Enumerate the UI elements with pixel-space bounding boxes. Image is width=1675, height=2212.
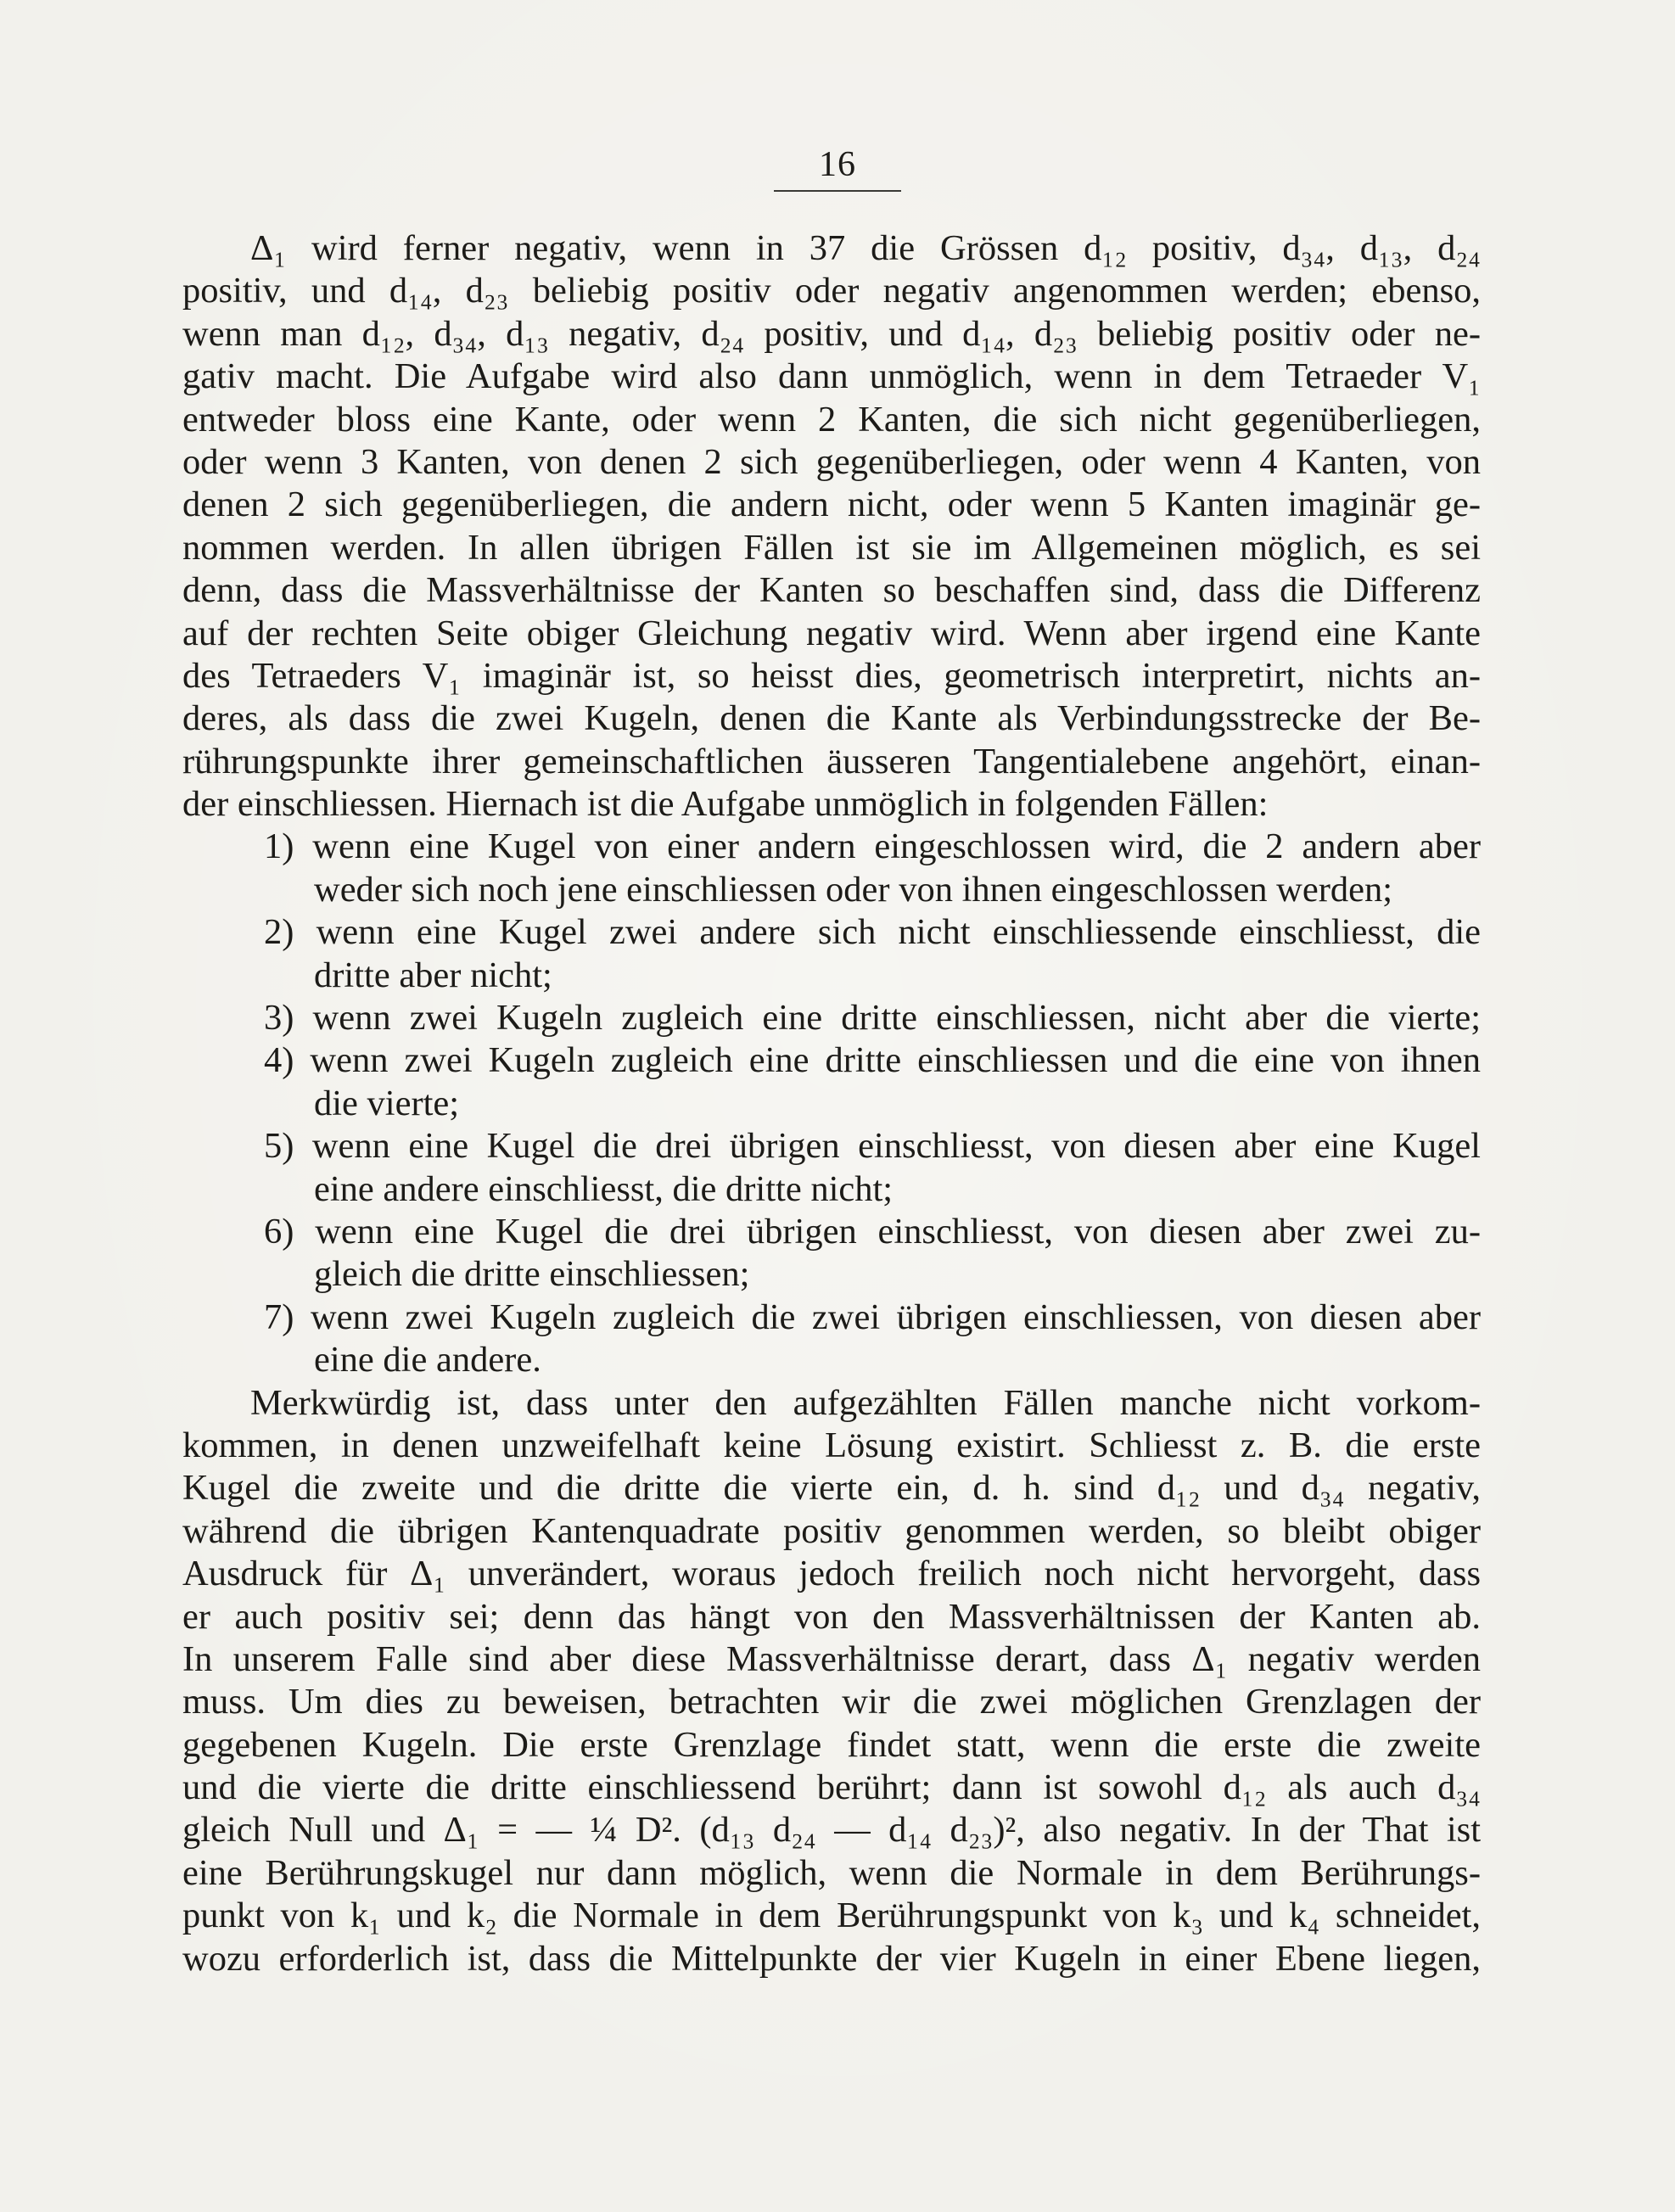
text-line: Ausdruck für Δ₁ unverändert, woraus jedoch freilich noch nicht hervorgeht, dass: [182, 1554, 1481, 1594]
text-line: wenn man d₁₂, d₃₄, d₁₃ negativ, d₂₄ positiv, und d₁₄, d₂₃ beliebig positiv oder ne-: [182, 313, 1481, 354]
text-line: gegebenen Kugeln. Die erste Grenzlage findet statt, wenn die erste die zweite: [182, 1724, 1481, 1765]
list-item-continuation: weder sich noch jene einschliessen oder von ihnen eingeschlossen werden;: [314, 869, 1393, 910]
text-line: denen 2 sich gegenüberliegen, die andern nicht, oder wenn 5 Kanten imaginär ge-: [182, 484, 1481, 525]
text-line: eine Berührungskugel nur dann möglich, wenn die Normale in dem Berührungs-: [182, 1852, 1481, 1893]
list-item: 2) wenn eine Kugel zwei andere sich nicht einschliessende einschliesst, die: [264, 912, 1481, 953]
text-line: denn, dass die Massverhältnisse der Kanten so beschaffen sind, dass die Differenz: [182, 570, 1481, 611]
text-line: muss. Um dies zu beweisen, betrachten wir die zwei möglichen Grenzlagen der: [182, 1682, 1481, 1722]
text-line: wozu erforderlich ist, dass die Mittelpunkte der vier Kugeln in einer Ebene liegen,: [182, 1938, 1481, 1979]
list-item-continuation: die vierte;: [314, 1083, 460, 1123]
list-item-continuation: dritte aber nicht;: [314, 955, 552, 995]
text-line: er auch positiv sei; denn das hängt von den Massverhältnissen der Kanten ab.: [182, 1596, 1481, 1637]
text-line: rührungspunkte ihrer gemeinschaftlichen äusseren Tangentialebene angehört, einan-: [182, 741, 1481, 781]
list-item-continuation: eine die andere.: [314, 1340, 541, 1380]
text-line: nommen werden. In allen übrigen Fällen ist sie im Allgemeinen möglich, es sei: [182, 527, 1481, 568]
list-item: 4) wenn zwei Kugeln zugleich eine dritte einschliessen und die eine von ihnen: [264, 1040, 1481, 1081]
text-line: und die vierte die dritte einschliessend berührt; dann ist sowohl d₁₂ als auch d₃₄: [182, 1767, 1481, 1808]
text-line: deres, als dass die zwei Kugeln, denen die Kante als Verbindungsstrecke der Be-: [182, 698, 1481, 739]
text-line: Δ₁ wird ferner negativ, wenn in 37 die Grössen d₁₂ positiv, d₃₄, d₁₃, d₂₄: [250, 228, 1481, 268]
header-rule: [774, 190, 901, 192]
list-item-continuation: eine andere einschliesst, die dritte nicht;: [314, 1168, 894, 1209]
body-text: [182, 227, 1481, 1980]
text-line: kommen, in denen unzweifelhaft keine Lösung existirt. Schliesst z. B. die erste: [182, 1425, 1481, 1465]
list-item: 7) wenn zwei Kugeln zugleich die zwei übrigen einschliessen, von diesen aber: [264, 1296, 1481, 1337]
text-line: positiv, und d₁₄, d₂₃ beliebig positiv oder negativ angenommen werden; ebenso,: [182, 271, 1481, 311]
text-line: auf der rechten Seite obiger Gleichung negativ wird. Wenn aber irgend eine Kante: [182, 613, 1481, 653]
text-line: gativ macht. Die Aufgabe wird also dann unmöglich, wenn in dem Tetraeder V₁: [182, 356, 1481, 397]
text-line: oder wenn 3 Kanten, von denen 2 sich gegenüberliegen, oder wenn 4 Kanten, von: [182, 441, 1481, 482]
text-line: entweder bloss eine Kante, oder wenn 2 Kanten, die sich nicht gegenüberliegen,: [182, 399, 1481, 440]
list-item: 3) wenn zwei Kugeln zugleich eine dritte einschliessen, nicht aber die vierte;: [264, 998, 1481, 1039]
text-line: während die übrigen Kantenquadrate positiv genommen werden, so bleibt obiger: [182, 1510, 1481, 1551]
text-line: punkt von k₁ und k₂ die Normale in dem Berührungspunkt von k₃ und k₄ schneidet,: [182, 1896, 1481, 1936]
list-item: 5) wenn eine Kugel die drei übrigen einschliesst, von diesen aber eine Kugel: [264, 1126, 1481, 1167]
text-line: In unserem Falle sind aber diese Massverhältnisse derart, dass Δ₁ negativ werden: [182, 1638, 1481, 1679]
text-line: Merkwürdig ist, dass unter den aufgezählten Fällen manche nicht vorkom-: [250, 1382, 1481, 1423]
text-line: der einschliessen. Hiernach ist die Aufgabe unmöglich in folgenden Fällen:: [182, 784, 1269, 825]
list-item: 6) wenn eine Kugel die drei übrigen einschliesst, von diesen aber zwei zu-: [264, 1211, 1481, 1252]
list-item: 1) wenn eine Kugel von einer andern eingeschlossen wird, die 2 andern aber: [264, 826, 1481, 867]
text-line: gleich Null und Δ₁ = — ¼ D². (d₁₃ d₂₄ — d₁₄ d₂₃)², also negativ. In der That ist: [182, 1810, 1481, 1851]
list-item-continuation: gleich die dritte einschliessen;: [314, 1254, 750, 1295]
text-line: des Tetraeders V₁ imaginär ist, so heisst dies, geometrisch interpretirt, nichts an-: [182, 655, 1481, 696]
page-number: 16: [819, 145, 856, 184]
text-line: Kugel die zweite und die dritte die vierte ein, d. h. sind d₁₂ und d₃₄ negativ,: [182, 1468, 1481, 1509]
